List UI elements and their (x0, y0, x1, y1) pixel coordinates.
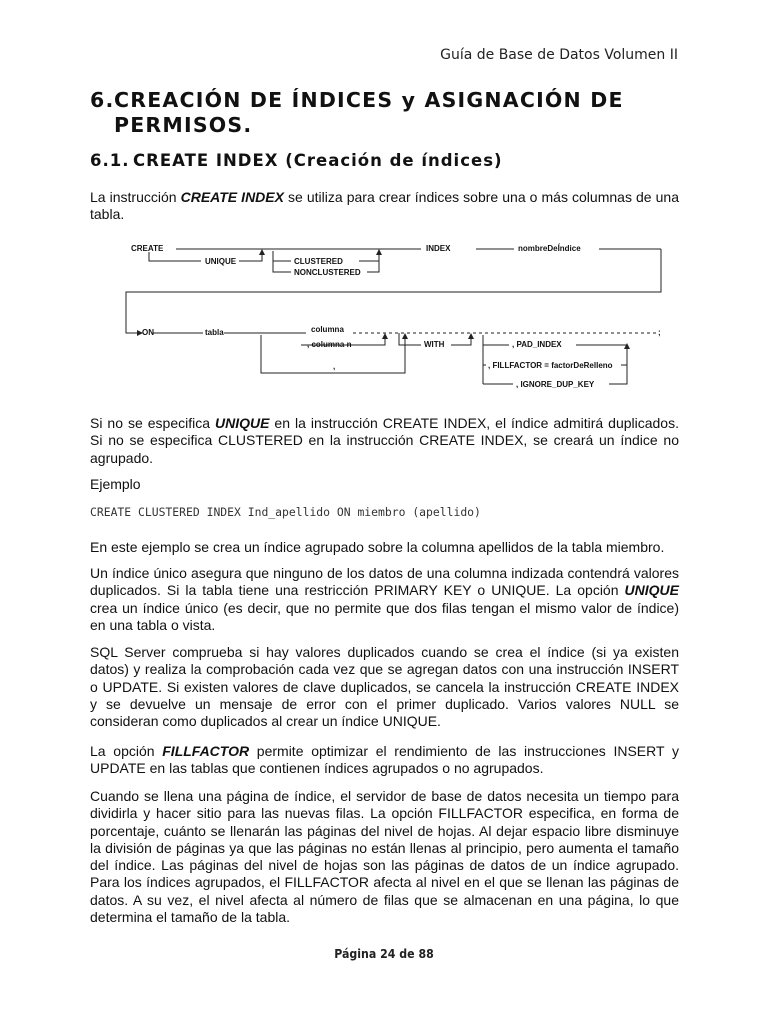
running-header: Guía de Base de Datos Volumen II (440, 47, 678, 63)
section-heading (90, 88, 690, 138)
diagram-tabla: tabla (205, 328, 224, 337)
p6-keyword: FILLFACTOR (162, 743, 250, 759)
subsection-number: 6.1. (90, 151, 130, 170)
p6-text-a: La opción (90, 743, 163, 759)
p1-text-a: La instrucción (90, 189, 181, 205)
p4-keyword: UNIQUE (624, 582, 679, 599)
section-title-line1: CREACIÓN DE ÍNDICES y ASIGNACIÓN DE (114, 88, 624, 112)
diagram-clustered: CLUSTERED (294, 257, 343, 266)
paragraph-example-explain: En este ejemplo se crea un índice agrupado sobre la columna apellidos de la tabla miembro. (90, 539, 665, 555)
diagram-pad-index: , PAD_INDEX (512, 340, 562, 349)
p4-text-a: Un índice único asegura que ninguno de los datos de una columna indizada contendrá valores duplicados. Si la tabla tiene una restricción PRIMARY KEY o UNIQUE. La opción (90, 565, 679, 599)
diagram-unique: UNIQUE (205, 257, 237, 266)
paragraph-fillfactor-intro (90, 743, 679, 778)
diagram-on: ON (142, 328, 154, 337)
diagram-index: INDEX (426, 244, 451, 253)
diagram-columna-n: , columna n (307, 340, 352, 349)
section-number: 6. (90, 88, 115, 112)
page-number: Página 24 de 88 (334, 946, 434, 961)
paragraph-fillfactor-detail: Cuando se llena una página de índice, el servidor de base de datos necesita un tiempo para dividirla y hacer sitio para las nuevas filas. La opción FILLFACTOR especifica, en forma de porcentaje, cuánto se llenarán las páginas del nivel de hojas. Al dejar espacio libre disminuye la división de páginas ya que las páginas no están llenas al principio, pero aumenta el tamaño del índice. Las páginas del nivel de hojas son las páginas de datos de un índice agrupado. Para los índices agrupados, el FILLFACTOR afecta al nivel en el que se llenan las páginas de datos. A su vez, el nivel afecta al número de filas que se almacenan en una página, lo que determina el tamaño de la tabla. (90, 788, 679, 926)
diagram-nonclustered: NONCLUSTERED (294, 268, 361, 277)
subsection-title: CREATE INDEX (Creación de índices) (133, 151, 503, 170)
p2-text-c: en la instrucción CREATE INDEX, el índice admitirá duplicados. Si no se especifica CLUSTERED en la instrucción CREATE INDEX, se creará un índice no agrupado. (90, 415, 679, 466)
p2-keyword: UNIQUE (215, 415, 270, 431)
p1-text-c: se utiliza para crear índices sobre una o más columnas de una tabla. (90, 189, 679, 223)
paragraph-intro (90, 189, 679, 224)
paragraph-unique-index (90, 565, 679, 634)
diagram-fillfactor: , FILLFACTOR = factorDeRelleno (488, 361, 613, 370)
diagram-nombre-indice: nombreDeÍndice (518, 244, 581, 253)
paragraph-unique (90, 415, 679, 467)
diagram-ignore-dup-key: , IGNORE_DUP_KEY (516, 380, 595, 389)
syntax-diagram (121, 232, 669, 402)
diagram-columna: columna (311, 325, 344, 334)
section-title-line2: PERMISOS. (114, 113, 253, 137)
code-example: CREATE CLUSTERED INDEX Ind_apellido ON miembro (apellido) (90, 505, 481, 519)
p2-text-a: Si no se especifica (90, 415, 215, 431)
paragraph-sql-server: SQL Server comprueba si hay valores duplicados cuando se crea el índice (si ya existen datos) y realiza la comprobación cada vez que se agregan datos con una instrucción INSERT o UPDATE. Si existen valores de clave duplicados, se cancela la instrucción CREATE INDEX y se devuelve un mensaje de error con el primer duplicado. Varios valores NULL se consideran como duplicados al crear un índice UNIQUE. (90, 644, 679, 730)
diagram-comma: , (333, 362, 336, 371)
p6-text-c: permite optimizar el rendimiento de las instrucciones INSERT y UPDATE en las tablas que contienen índices agrupados o no agrupados. (90, 743, 679, 777)
example-label: Ejemplo (90, 476, 141, 492)
diagram-with: WITH (424, 340, 445, 349)
p4-text-c: crea un índice único (es decir, que no permite que dos filas tengan el mismo valor de índice) en una tabla o vista. (90, 599, 679, 633)
diagram-semicolon: ; (658, 328, 661, 337)
p1-keyword: CREATE INDEX (180, 189, 284, 205)
subsection-heading (90, 151, 503, 170)
diagram-create: CREATE (131, 244, 164, 253)
